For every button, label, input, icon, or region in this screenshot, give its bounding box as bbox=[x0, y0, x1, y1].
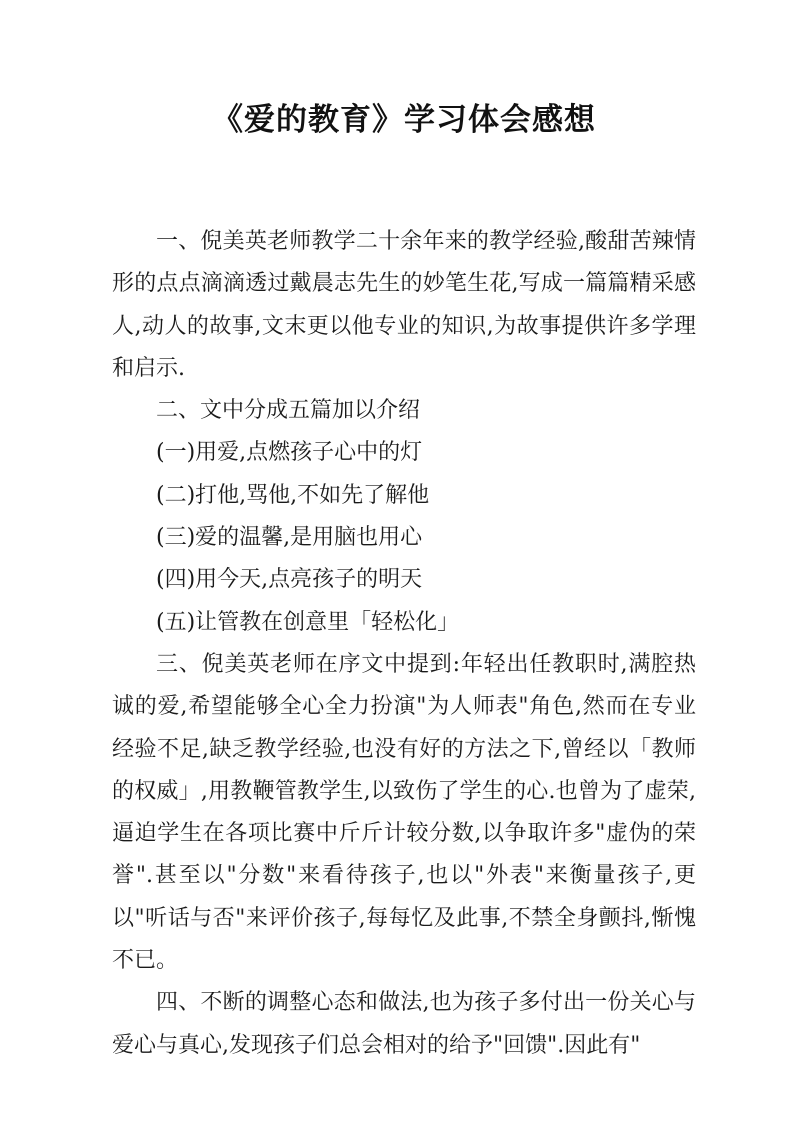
paragraph-section-three: 三、倪美英老师在序文中提到:年轻出任教职时,满腔热诚的爱,希望能够全心全力扮演"为人师表"角色,然而在专业经验不足,缺乏教学经验,也没有好的方法之下,曾经以「教师的权威」,用教鞭管教学生,以致伤了学生的心.也曾为了虚荣,逼迫学生在各项比赛中斤斤计较分数,以争取许多"虚伪的荣誉".甚至以"分数"来看待孩子,也以"外表"来衡量孩子,更以"听话与否"来评价孩子,每每忆及此事,不禁全身颤抖,惭愧不已。 bbox=[112, 651, 696, 974]
paragraph-section-two: 二、文中分成五篇加以介绍 bbox=[156, 398, 421, 424]
list-item-part-1: (一)用爱,点燃孩子心中的灯 bbox=[156, 440, 423, 466]
paragraph-intro: 一、倪美英老师教学二十余年来的教学经验,酸甜苦辣情形的点点滴滴透过戴晨志先生的妙笔生花,写成一篇篇精采感人,动人的故事,文末更以他专业的知识,为故事提供许多学理和启示. bbox=[112, 229, 696, 381]
list-item-part-4: (四)用今天,点亮孩子的明天 bbox=[156, 567, 423, 593]
list-item-part-3: (三)爱的温馨,是用脑也用心 bbox=[156, 525, 423, 551]
list-item-part-5: (五)让管教在创意里「轻松化」 bbox=[156, 609, 460, 635]
document-title: 《爱的教育》学习体会感想 bbox=[212, 102, 596, 138]
list-item-part-2: (二)打他,骂他,不如先了解他 bbox=[156, 482, 430, 508]
document-body bbox=[112, 221, 696, 1067]
paragraph-section-four: 四、不断的调整心态和做法,也为孩子多付出一份关心与爱心与真心,发现孩子们总会相对的给予"回馈".因此有" bbox=[112, 990, 696, 1058]
